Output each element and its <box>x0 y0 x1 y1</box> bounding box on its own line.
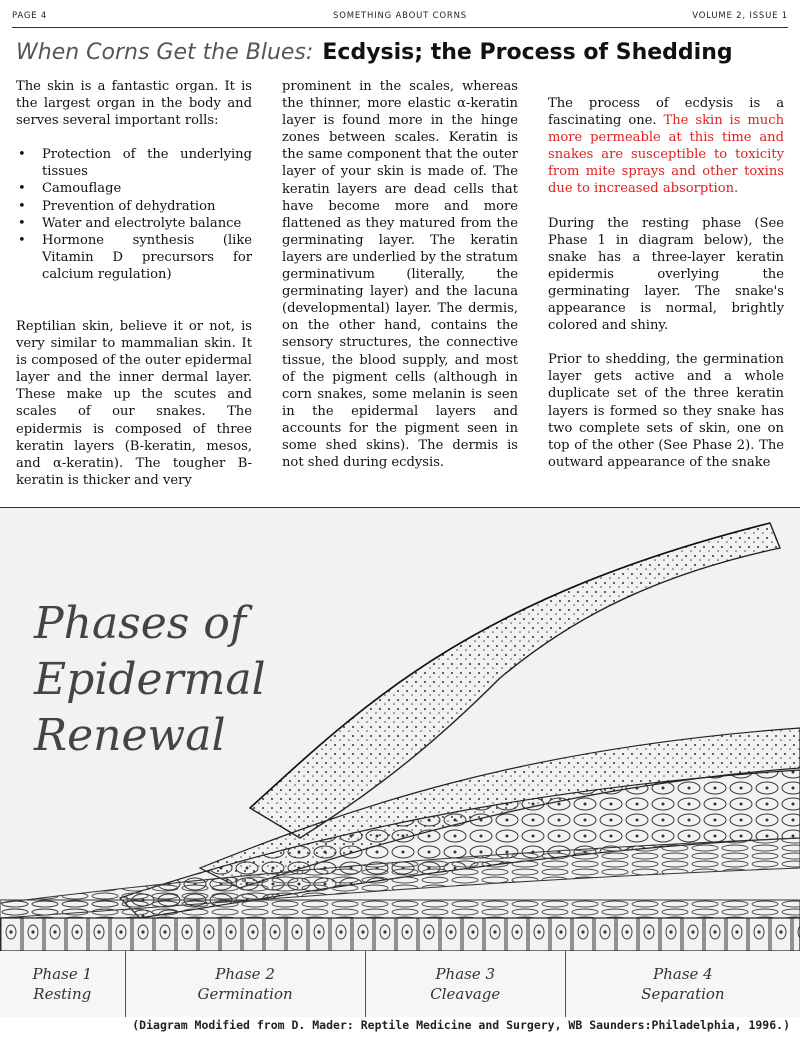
phase-name: Phase 3 <box>435 965 496 983</box>
list-item: • Camouflage <box>16 180 252 197</box>
reptilian-paragraph-segment: prominent in the scales, whereas the thinner, more elastic α-keratin layer is found more in the hinge zones between scales. Keratin is the same component that the outer layer of your skin is made of. The keratin layers are dead cells that have become more and more flattened as they matured from the germinating layer. The keratin layers are underlied by the stratum germinativum (literally, the germinating layer) and the lacuna (developmental) layer. The dermis, on the other hand, contains the sensory structures, the connective tissue, the blood supply, and most of the pigment cells (although in corn snakes, some melanin is seen in the epidermal layers and accounts for the pigment seen in some shed skins). The dermis is not shed during ecdysis. <box>282 79 518 471</box>
header-rule <box>12 27 788 28</box>
phase-name: Phase 2 <box>215 965 275 983</box>
phase-description: Germination <box>197 985 293 1003</box>
page-number: PAGE 4 <box>12 11 48 21</box>
epidermal-renewal-diagram <box>0 507 800 1017</box>
phase-2-label <box>125 951 365 1017</box>
diagram-caption: (Diagram Modified from D. Mader: Reptile Medicine and Surgery, WB Saunders:Philadelphia, 1996.) <box>132 1018 790 1032</box>
title-main: Ecdysis; the Process of Shedding <box>322 40 733 65</box>
phase-1-label <box>0 951 125 1017</box>
diagram-title-line: Renewal <box>34 710 226 761</box>
phase-description: Resting <box>33 985 92 1003</box>
article-column-1 <box>16 78 252 300</box>
list-item: • Protection of the underlying tissues <box>16 146 252 180</box>
phase-3-label <box>365 951 565 1017</box>
diagram-title <box>34 596 294 764</box>
phase-name: Phase 4 <box>653 965 713 983</box>
ecdysis-paragraph <box>548 95 784 198</box>
phase-4-label <box>565 951 800 1017</box>
resting-paragraph: During the resting phase (See Phase 1 in diagram below), the snake has a three-layer keratin epidermis overlying the germinating layer. The snake's appearance is normal, brightly colored and shiny. <box>548 215 784 334</box>
issue-label: VOLUME 2, ISSUE 1 <box>692 11 788 21</box>
prior-shedding-paragraph: Prior to shedding, the germination layer gets active and a whole duplicate set of the three keratin layers is formed so they snake has two complete sets of skin, one on top of the other (See Phase 2). The outward appearance of the snake <box>548 352 784 470</box>
title-kicker: When Corns Get the Blues: <box>16 40 314 65</box>
list-item: • Hormone synthesis (like Vitamin D precursors for calcium regulation) <box>16 232 252 283</box>
diagram-title-line: Epidermal <box>34 654 266 705</box>
phase-name: Phase 1 <box>32 965 93 983</box>
article-column-2 <box>282 78 518 471</box>
toxicity-warning: The skin is much more permeable at this time and snakes are susceptible to toxicity from mite sprays and other toxins due to increased absorption. <box>548 113 785 197</box>
reptilian-paragraph-part-1 <box>16 318 252 489</box>
phase-description: Separation <box>641 985 725 1003</box>
phase-description: Cleavage <box>430 985 501 1003</box>
list-item: • Water and electrolyte balance <box>16 215 252 232</box>
skin-roles-list <box>16 146 252 283</box>
publication-name: SOMETHING ABOUT CORNS <box>333 11 467 21</box>
phase-labels <box>0 951 800 1017</box>
article-title <box>16 40 796 65</box>
reptilian-paragraph-segment: Reptilian skin, believe it or not, is very similar to mammalian skin. It is composed of the outer epidermal layer and the inner dermal layer. These make up the scutes and scales of our snakes. The epidermis is composed of three keratin layers (B-keratin, mesos, and α-keratin). The tougher B-keratin is thicker and very <box>16 319 252 488</box>
list-item: • Prevention of dehydration <box>16 198 252 215</box>
diagram-title-line: Phases of <box>34 598 247 649</box>
page-header <box>12 8 788 24</box>
intro-paragraph: The skin is a fantastic organ. It is the largest organ in the body and serves several important rolls: <box>16 79 252 129</box>
article-column-3 <box>548 78 784 488</box>
ecdysis-text: The process of ecdysis is a fascinating one. <box>548 96 784 129</box>
